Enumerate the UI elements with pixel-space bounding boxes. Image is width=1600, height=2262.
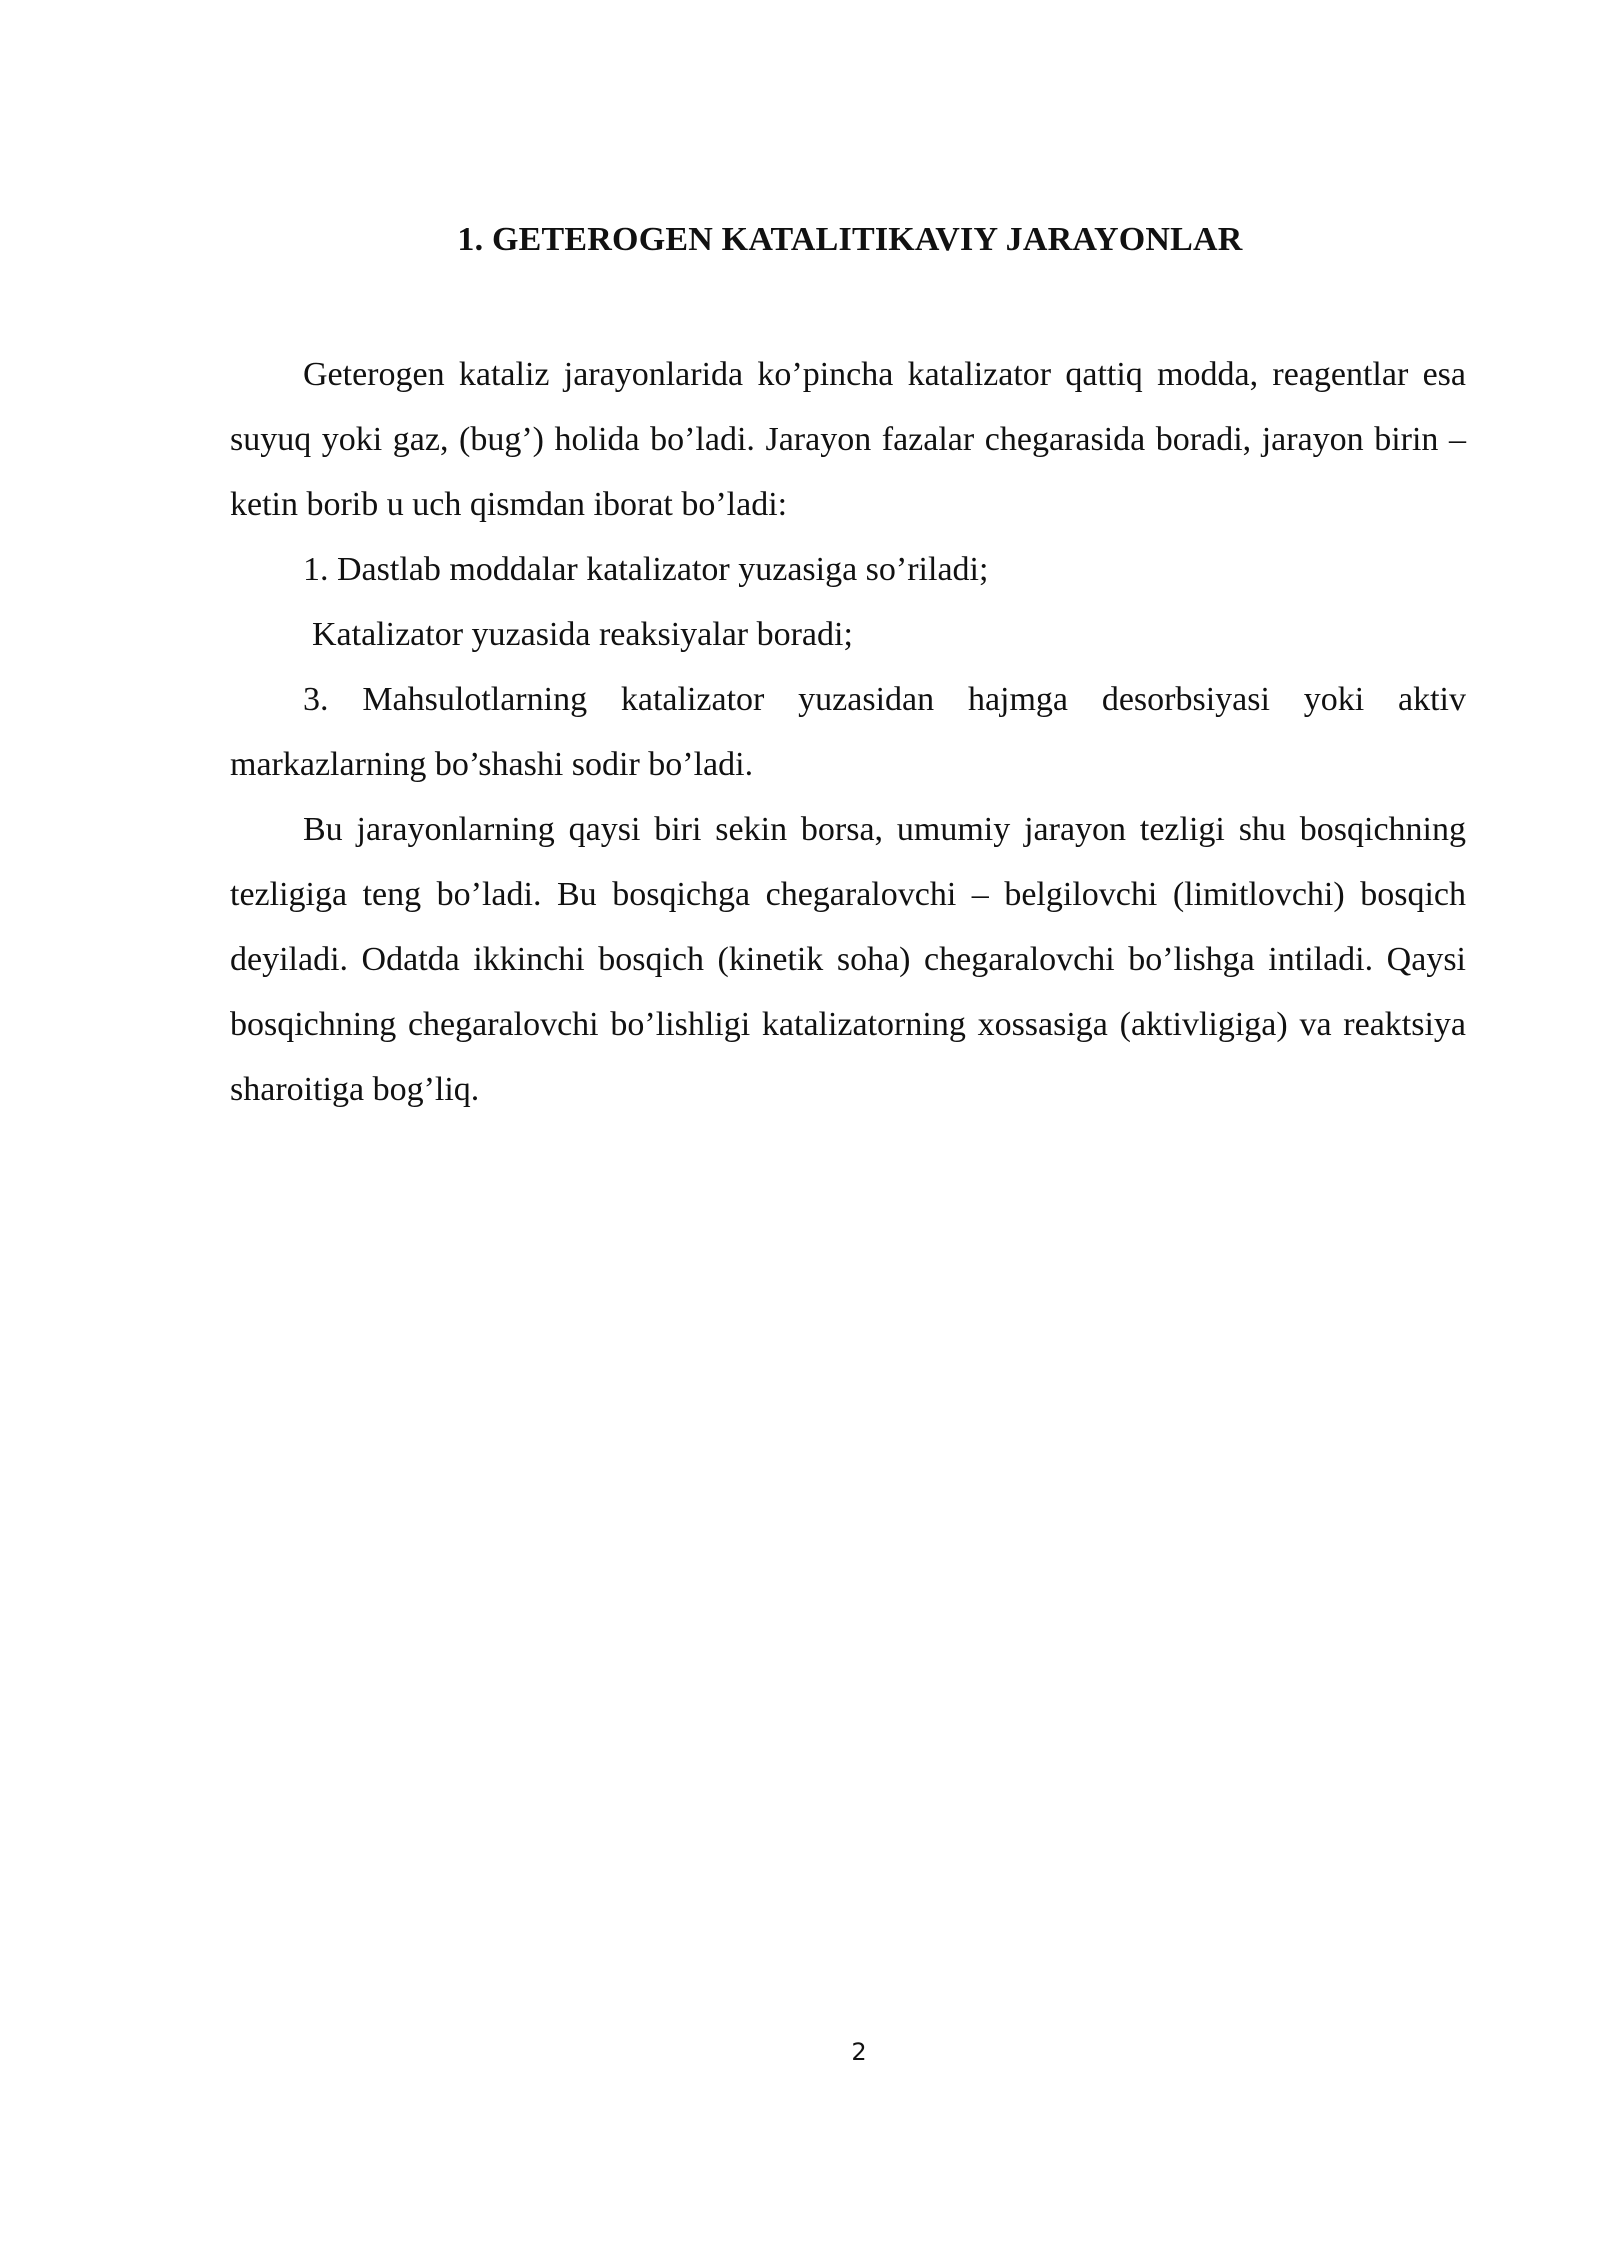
paragraph-limiting-stage: Bu jarayonlarning qaysi biri sekin borsa, umumiy jarayon tezligi shu bosqichning tezligiga teng bo’ladi. Bu bosqichga chegaralovchi – belgilovchi (limitlovchi) bosqich deyiladi. Odatda ikkinchi bosqich (kinetik soha) chegaralovchi bo’lishga intiladi. Qaysi bosqichning chegaralovchi bo’lishligi katalizatorning xossasiga (aktivligiga) va reaktsiya sharoitiga bog’liq.	[230, 811, 1466, 1108]
document-body	[230, 342, 1466, 1122]
list-item-step-2: Katalizator yuzasida reaksiyalar boradi;	[312, 616, 853, 653]
list-item-step-1: 1. Dastlab moddalar katalizator yuzasiga so’riladi;	[303, 551, 989, 588]
paragraph-intro: Geterogen kataliz jarayonlarida ko’pincha katalizator qattiq modda, reagentlar esa suyuq yoki gaz, (bug’) holida bo’ladi. Jarayon fazalar chegarasida boradi, jarayon birin – ketin borib u uch qismdan iborat bo’ladi:	[230, 356, 1466, 523]
section-heading: 1. GETEROGEN KATALITIKAVIY JARAYONLAR	[457, 221, 1243, 258]
list-item-step-3: 3. Mahsulotlarning katalizator yuzasidan hajmga desorbsiyasi yoki aktiv markazlarning bo’shashi sodir bo’ladi.	[230, 681, 1466, 783]
page-number: 2	[851, 2038, 867, 2066]
